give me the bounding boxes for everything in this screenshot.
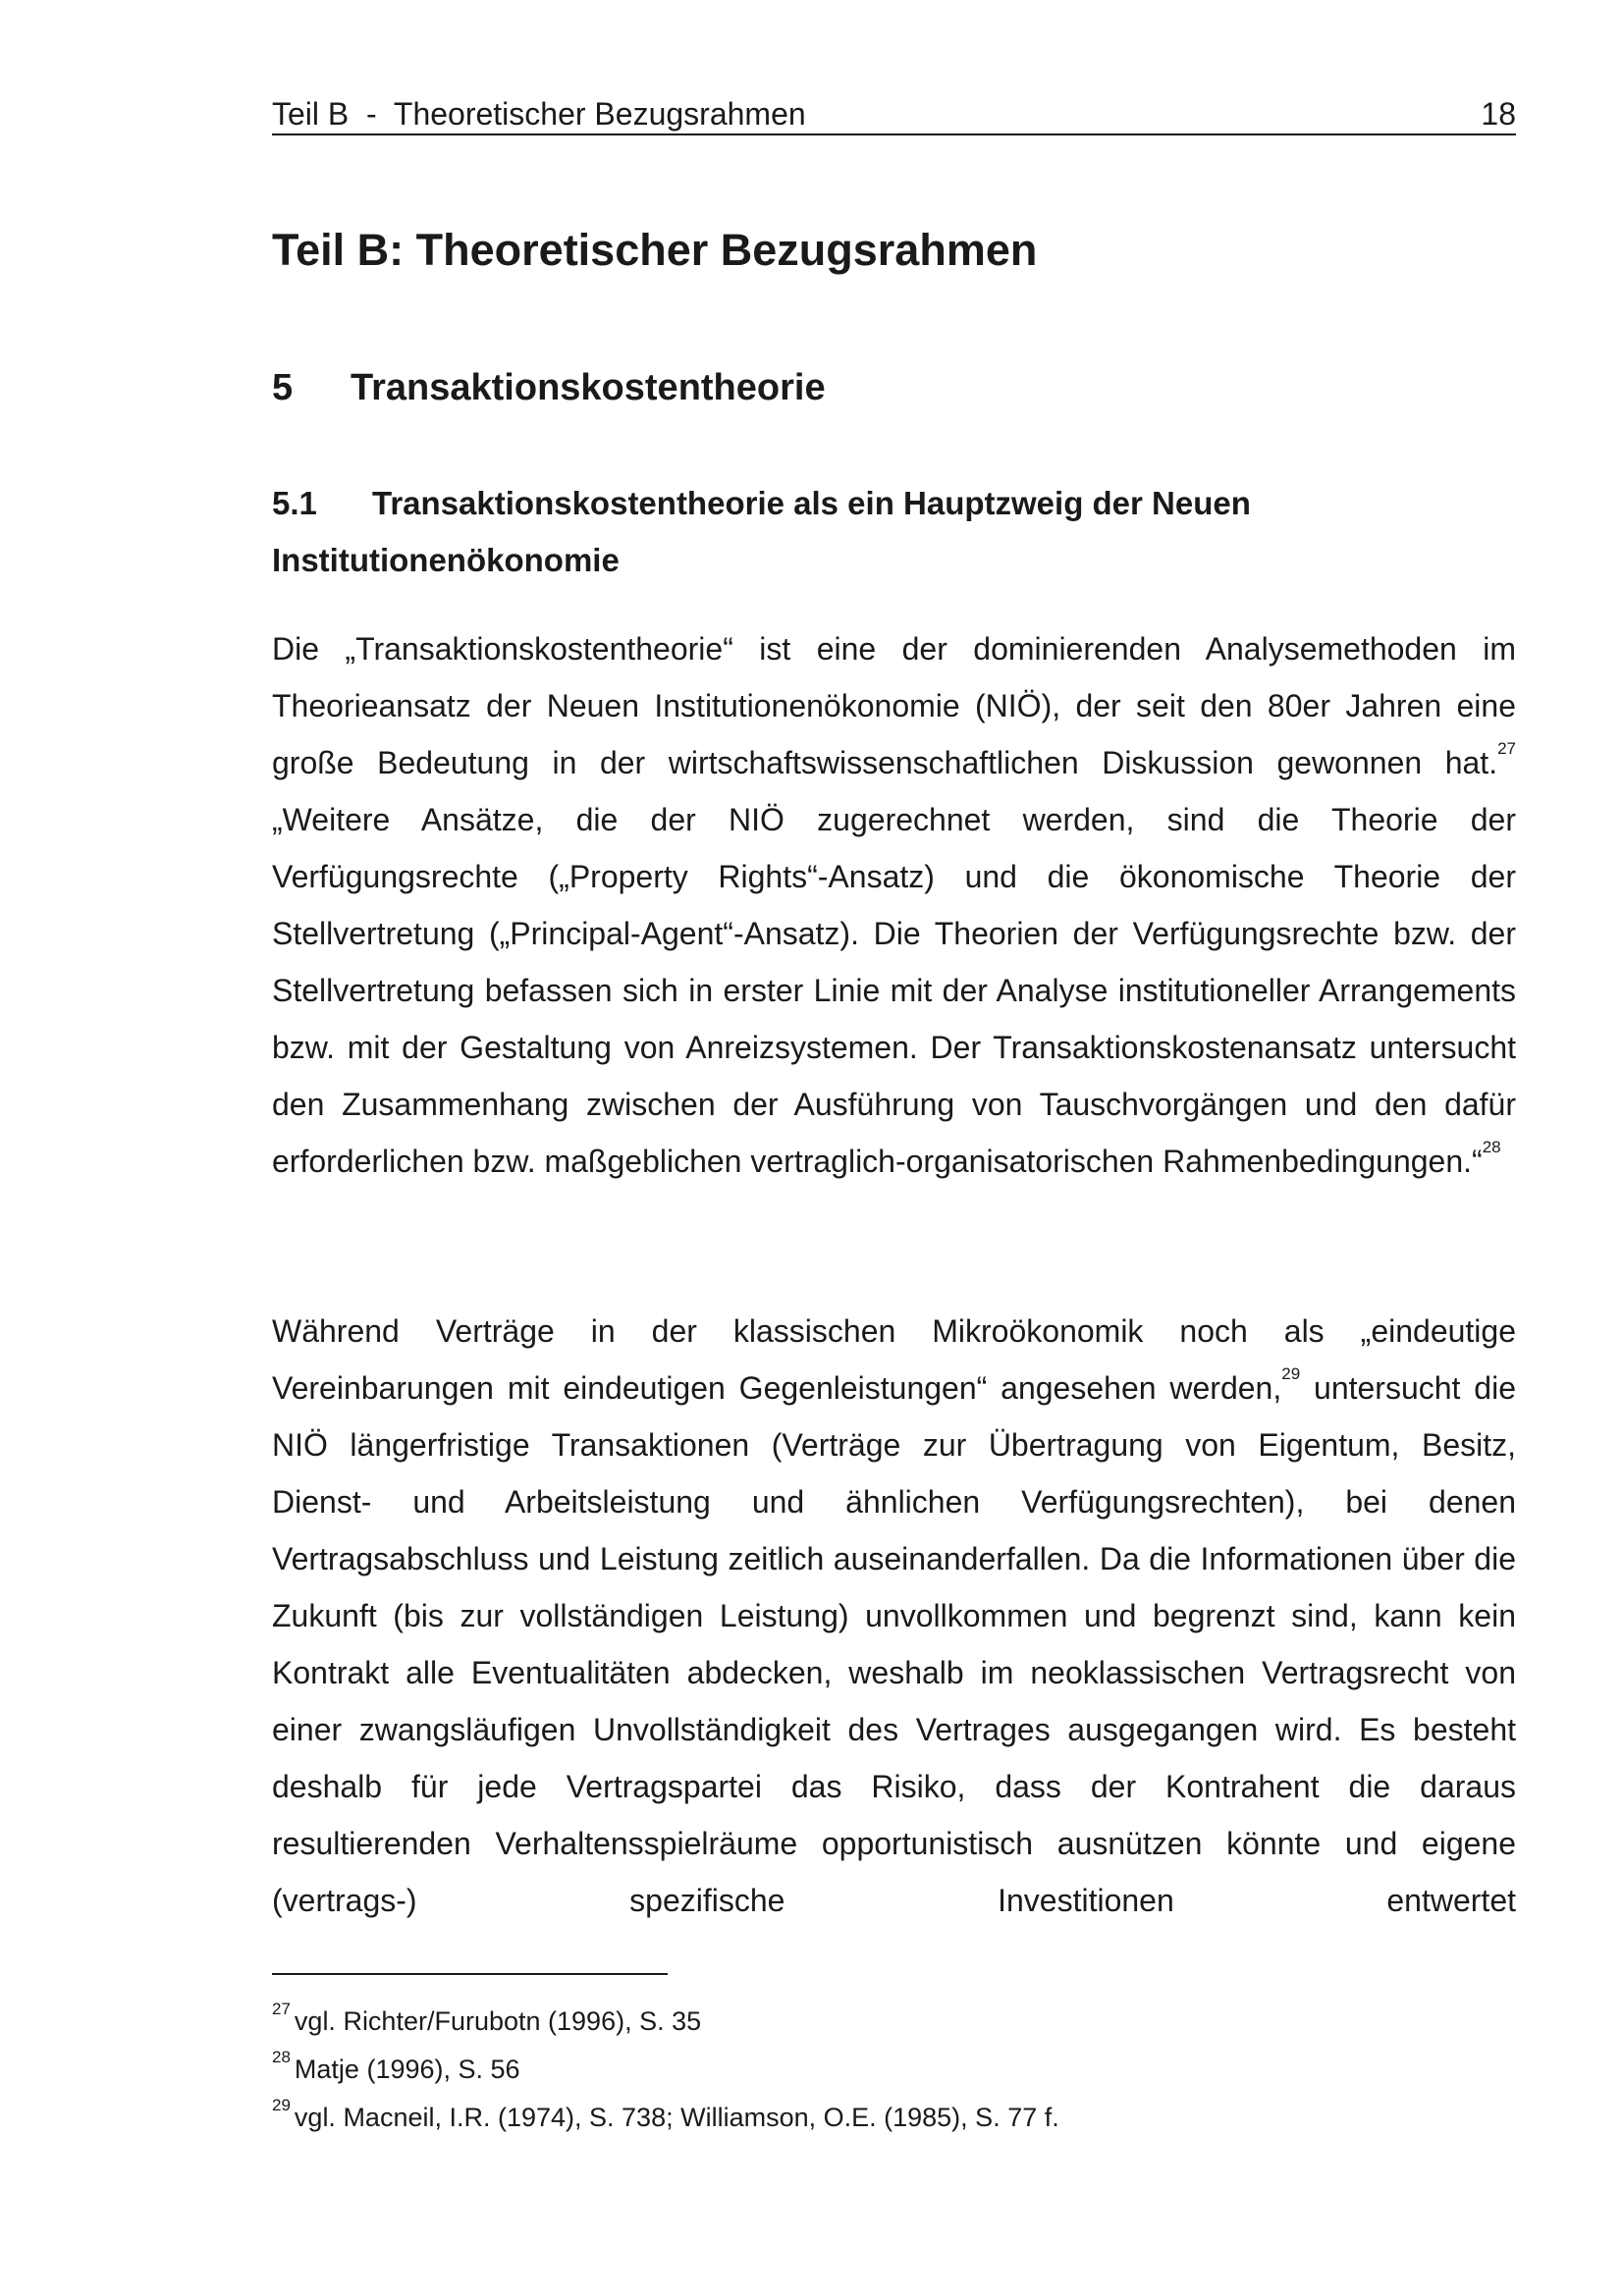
footnote-separator xyxy=(272,1973,668,1975)
body-paragraph-1 xyxy=(272,620,1516,1190)
footnotes xyxy=(272,1998,1516,2142)
body-paragraph-2 xyxy=(272,1303,1516,1929)
footnote-number: 28 xyxy=(272,2048,291,2066)
footnote-reference[interactable]: 29 xyxy=(1281,1364,1301,1383)
footnote-text: vgl. Richter/Furubotn (1996), S. 35 xyxy=(294,2006,702,2036)
chapter-title: Transaktionskostentheorie xyxy=(351,367,826,408)
chapter-number: 5 xyxy=(272,367,294,408)
section-number: 5.1 xyxy=(272,485,317,521)
footnote-text: Matje (1996), S. 56 xyxy=(294,2055,520,2084)
section-heading xyxy=(272,475,1516,589)
part-title: Teil B: Theoretischer Bezugsrahmen xyxy=(272,225,1038,275)
running-header-title: Teil B - Theoretischer Bezugsrahmen xyxy=(272,96,806,132)
paragraph-text: „Weitere Ansätze, die der NIÖ zugerechnet werden, sind die Theorie der Verfügungsrechte („Property Rights“-Ansatz) und die ökonomische Theorie der Stellvertretung („Principal-Agent“-Ansatz). Die Theorien der Verfügungsrechte bzw. der Stellvertretung befassen sich in erster Linie mit der Analyse institutioneller Arrangements bzw. mit der Gestaltung von Anreizsystemen. Der Transaktionskostenansatz untersucht den Zusammenhang zwischen der Ausführung von Tauschvorgängen und den dafür erforderlichen bzw. maßgeblichen vertraglich-organisatorischen Rahmenbedingungen.“ xyxy=(272,802,1516,1179)
running-header xyxy=(272,94,1516,135)
footnote-number: 27 xyxy=(272,2000,291,2018)
footnote-number: 29 xyxy=(272,2096,291,2114)
page-number: 18 xyxy=(1481,96,1516,132)
footnote-reference[interactable]: 28 xyxy=(1482,1138,1501,1156)
footnote xyxy=(272,2046,1516,2094)
paragraph-text: Die „Transaktionskostentheorie“ ist eine der dominierenden Analysemethoden im Theorieansatz der Neuen Institutionenökonomie (NIÖ), der seit den 80er Jahren eine große Bedeutung in der wirtschaftswissenschaftlichen Diskussion gewonnen hat. xyxy=(272,631,1516,780)
section-title: Transaktionskostentheorie als ein Hauptzweig der Neuen Institutionenökonomie xyxy=(272,485,1251,578)
paragraph-text: untersucht die NIÖ längerfristige Transaktionen (Verträge zur Übertragung von Eigentum, Besitz, Dienst- und Arbeitsleistung und ähnlichen Verfügungsrechten), bei denen Vertragsabschluss und Leistung zeitlich auseinanderfallen. Da die Informationen über die Zukunft (bis zur vollständigen Leistung) unvollkommen und begrenzt sind, kann kein Kontrakt alle Eventualitäten abdecken, weshalb im neoklassischen Vertragsrecht von einer zwangsläufigen Unvollständigkeit des Vertrages ausgegangen wird. Es besteht deshalb für jede Vertragspartei das Risiko, dass der Kontrahent die daraus resultierenden Verhaltensspielräume opportunistisch ausnützen könnte und eigene (vertrags-) spezifische Investitionen entwertet xyxy=(272,1370,1517,1918)
paragraph-text: Während Verträge in der klassischen Mikroökonomik noch als „eindeutige Vereinbarungen mit eindeutigen Gegenleistungen“ angesehen werden, xyxy=(272,1313,1516,1406)
footnote xyxy=(272,2094,1516,2142)
footnote-text: vgl. Macneil, I.R. (1974), S. 738; Williamson, O.E. (1985), S. 77 f. xyxy=(294,2103,1059,2132)
chapter-heading xyxy=(272,363,826,412)
footnote-reference[interactable]: 27 xyxy=(1497,739,1516,758)
footnote xyxy=(272,1998,1516,2046)
